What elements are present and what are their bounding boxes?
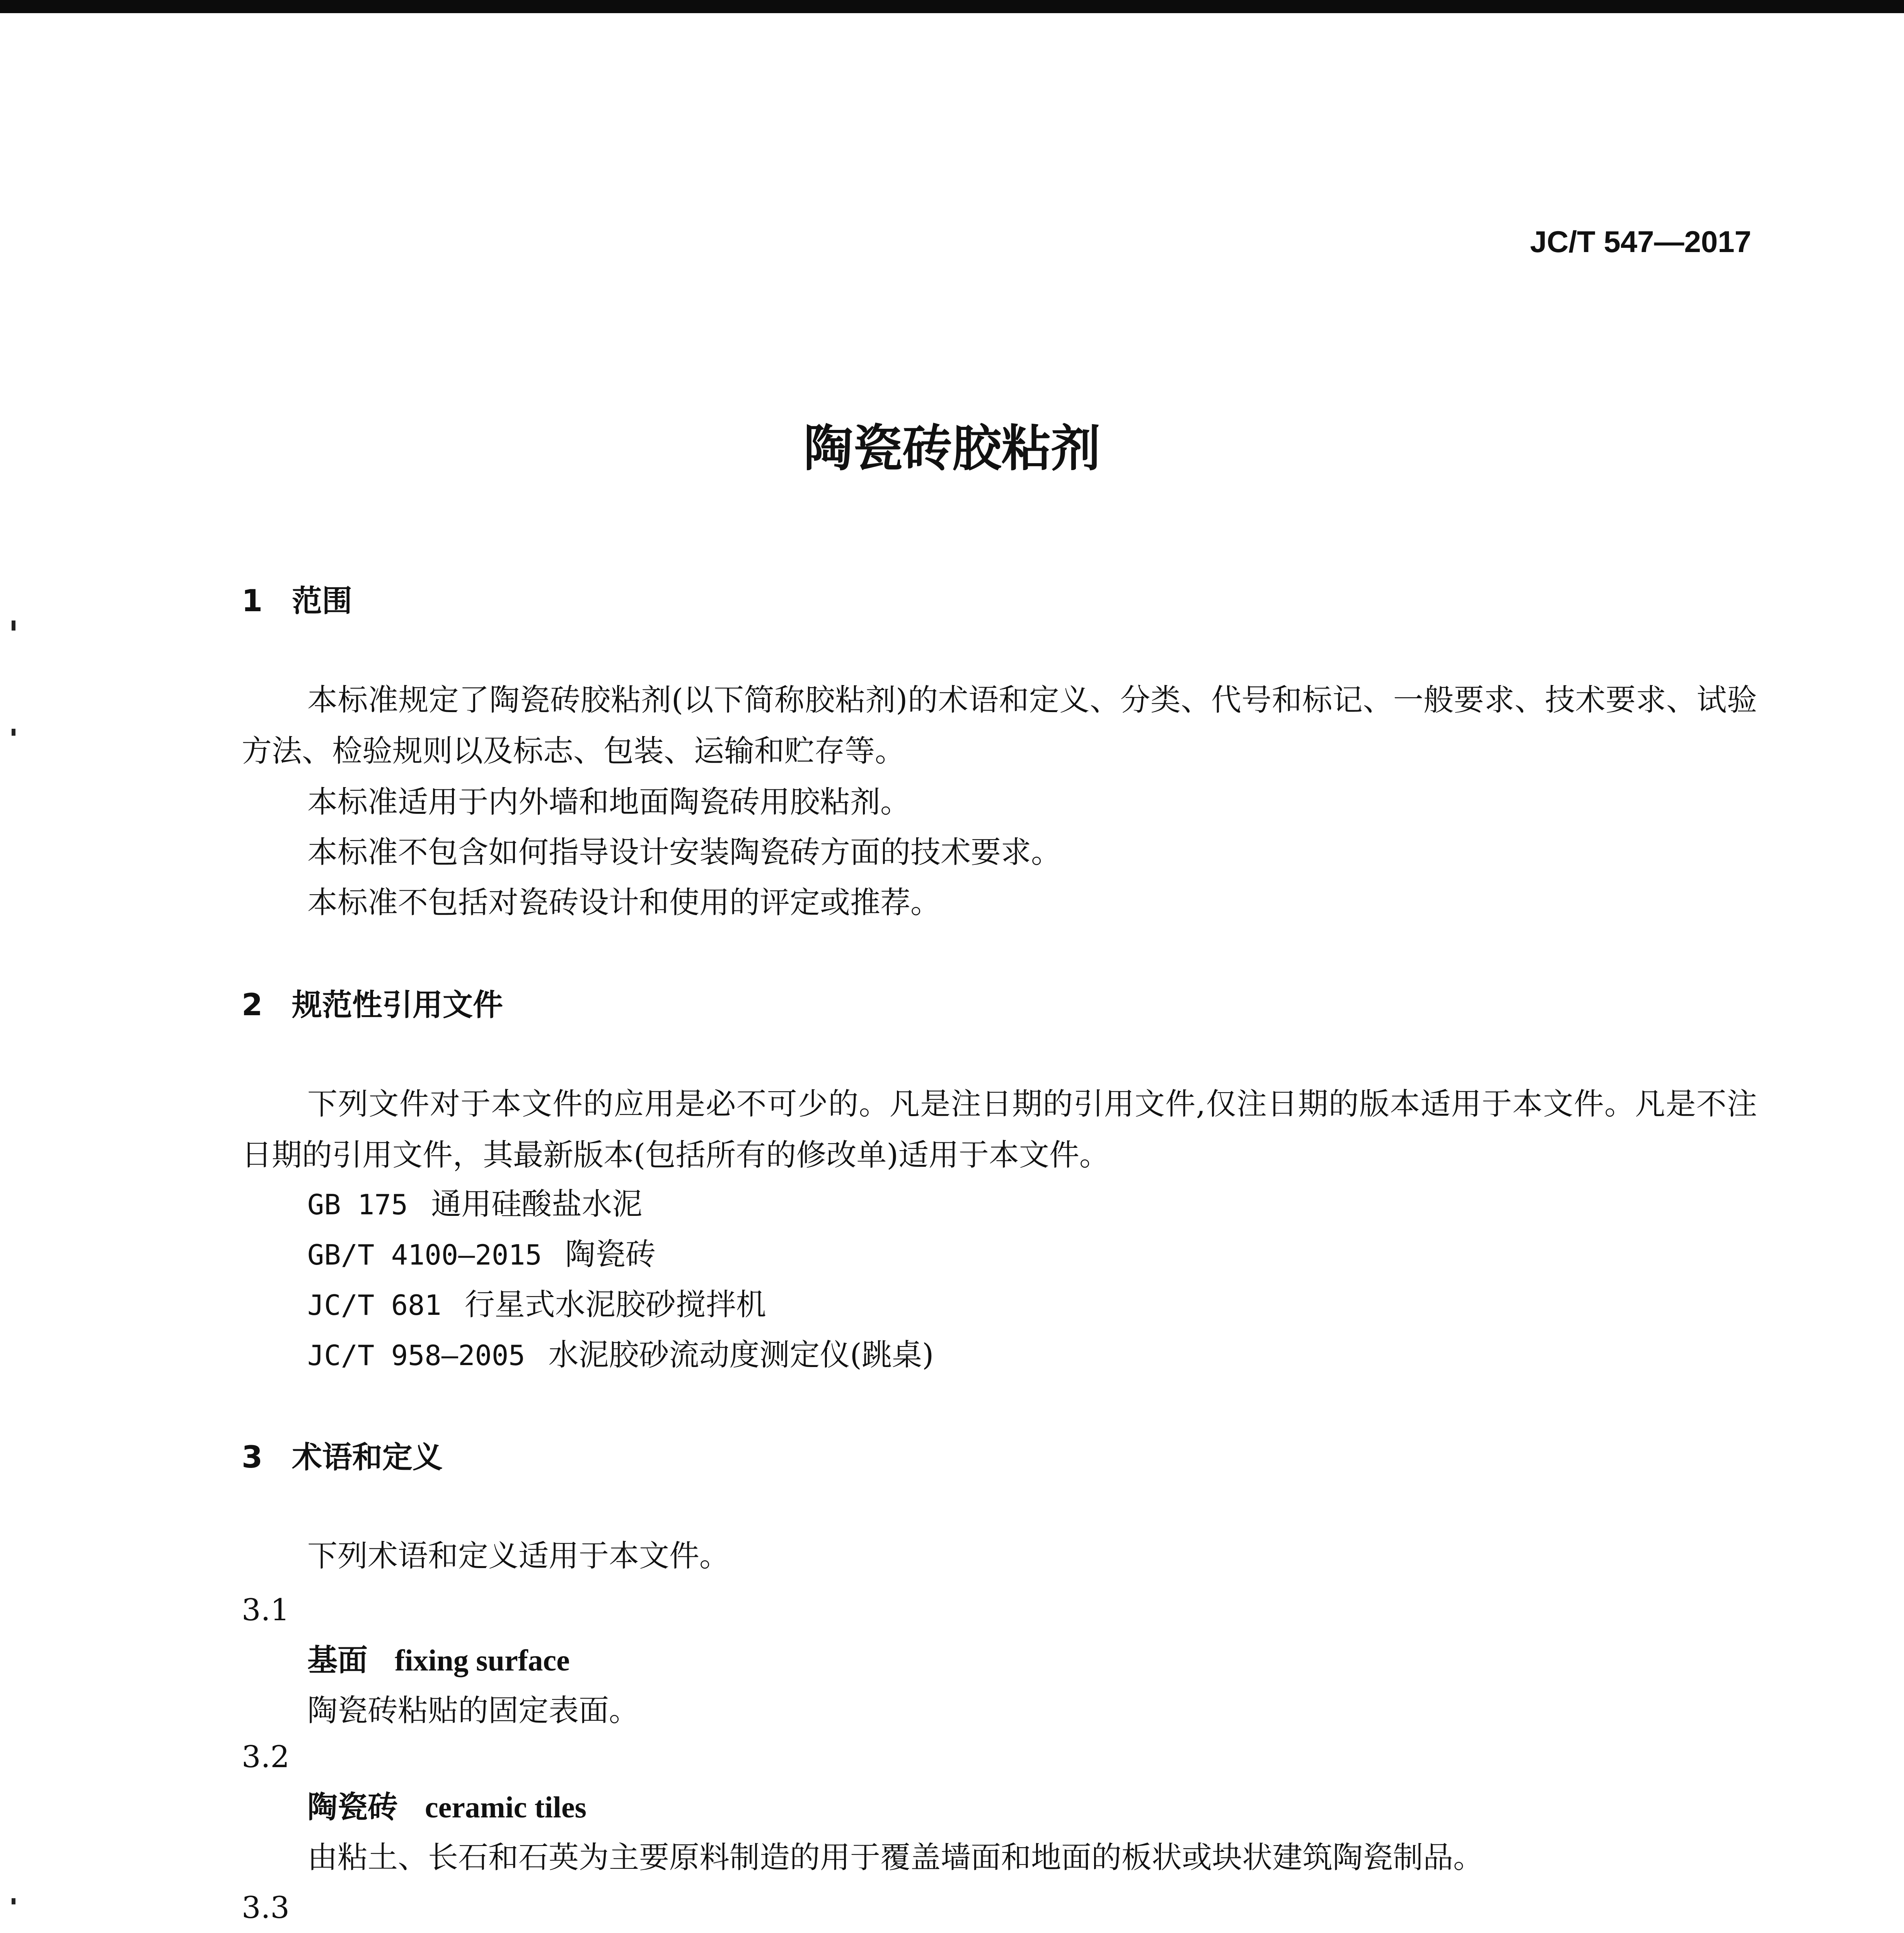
standard-code: JC/T 547—2017 <box>1530 225 1751 259</box>
scan-border-top <box>0 0 1904 13</box>
document-title: 陶瓷砖胶粘剂 <box>803 419 1101 477</box>
term-english: ceramic tiles <box>425 1790 586 1824</box>
term-definition: 陶瓷砖粘贴的固定表面。 <box>307 1693 639 1728</box>
scope-paragraph: 本标准不包含如何指导设计安装陶瓷砖方面的技术要求。 <box>307 835 1062 870</box>
references-intro-paragraph: 下列文件对于本文件的应用是必不可少的。凡是注日期的引用文件,仅注日期的版本适用于本文件。凡是不注日期的引用文件，其最新版本(包括所有的修改单)适用于本文件。 <box>242 1087 1757 1173</box>
reference-item <box>307 1183 642 1226</box>
section-heading-normative-references <box>242 984 503 1026</box>
section-heading-scope <box>242 580 352 622</box>
scan-speck <box>12 620 15 631</box>
section-title: 范围 <box>292 584 353 619</box>
reference-name: 陶瓷砖 <box>565 1237 656 1272</box>
clause-number: 3.2 <box>242 1740 290 1774</box>
reference-name: 通用硅酸盐水泥 <box>431 1187 643 1222</box>
scope-paragraph: 本标准规定了陶瓷砖胶粘剂(以下简称胶粘剂)的术语和定义、分类、代号和标记、一般要求、技术要求、试验方法、检验规则以及标志、包装、运输和贮存等。 <box>242 683 1757 769</box>
reference-item <box>307 1233 656 1276</box>
clause-number: 3.1 <box>242 1593 290 1628</box>
reference-name: 水泥胶砂流动度测定仪(跳桌) <box>548 1338 934 1372</box>
reference-name: 行星式水泥胶砂搅拌机 <box>464 1287 766 1322</box>
section-number: 3 <box>242 1440 263 1475</box>
reference-code: JC/T 681 <box>307 1289 441 1321</box>
section-number: 1 <box>242 584 263 619</box>
term-chinese: 基面 <box>307 1643 368 1678</box>
reference-code: GB/T 4100—2015 <box>307 1239 542 1271</box>
section-number: 2 <box>242 988 263 1023</box>
section-heading-terms-and-definitions <box>242 1436 443 1479</box>
term-entry <box>307 1786 586 1829</box>
reference-code: GB 175 <box>307 1188 408 1221</box>
scan-speck <box>12 1898 15 1904</box>
term-english: fixing surface <box>395 1643 570 1677</box>
clause-number: 3.3 <box>242 1890 290 1925</box>
terms-intro-paragraph: 下列术语和定义适用于本文件。 <box>307 1539 730 1573</box>
section-title: 规范性引用文件 <box>292 988 503 1023</box>
scope-paragraph: 本标准不包括对瓷砖设计和使用的评定或推荐。 <box>307 885 941 920</box>
section-title: 术语和定义 <box>292 1440 443 1475</box>
reference-item <box>307 1334 934 1377</box>
reference-item <box>307 1284 766 1326</box>
scope-paragraph: 本标准适用于内外墙和地面陶瓷砖用胶粘剂。 <box>307 785 911 820</box>
scan-speck <box>12 729 15 736</box>
term-chinese: 陶瓷砖 <box>307 1790 398 1825</box>
reference-code: JC/T 958—2005 <box>307 1339 525 1372</box>
term-definition: 由粘土、长石和石英为主要原料制造的用于覆盖墙面和地面的板状或块状建筑陶瓷制品。 <box>307 1840 1484 1875</box>
term-entry <box>307 1639 570 1682</box>
